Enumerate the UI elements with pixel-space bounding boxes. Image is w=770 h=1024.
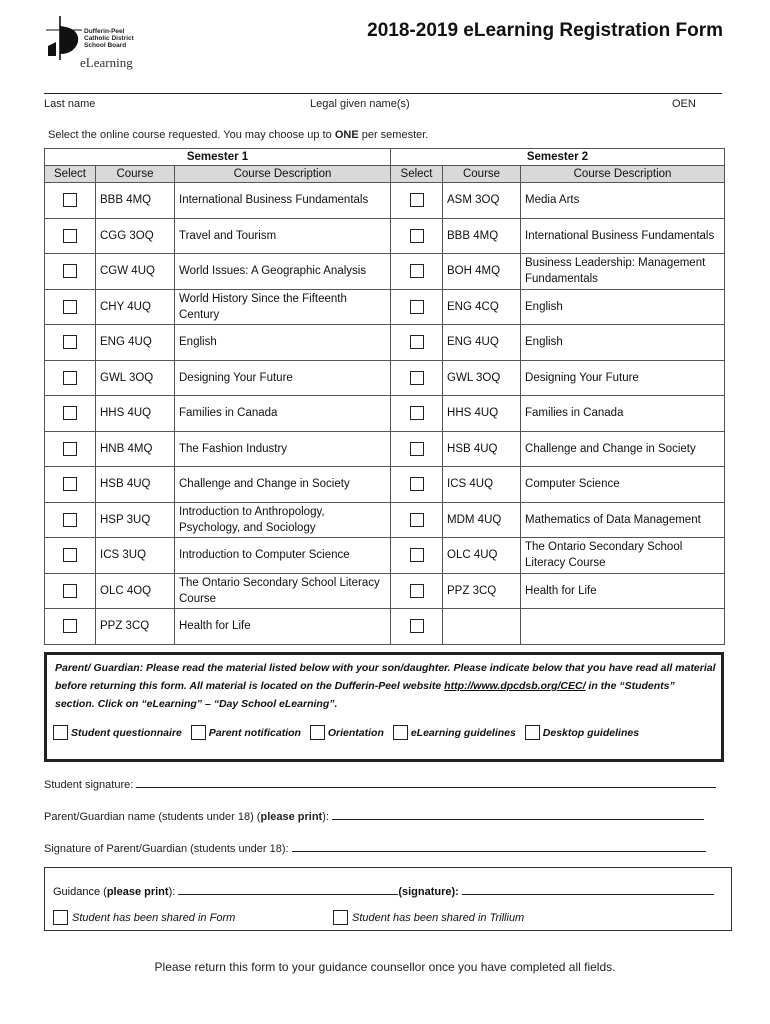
logo-line-2: Catholic District (84, 35, 134, 42)
semester-2-course-description: English (521, 289, 725, 325)
semester-2-course-code: ASM 3OQ (443, 183, 521, 219)
semester-2-course-description: Families in Canada (521, 396, 725, 432)
semester-1-course-description: World Issues: A Geographic Analysis (175, 254, 391, 290)
table-row (45, 609, 725, 645)
student-signature-line[interactable] (136, 777, 716, 788)
semester-1-course-description: The Ontario Secondary School Literacy Course (175, 573, 391, 609)
semester-1-course-description: Introduction to Anthropology, Psychology, and Sociology (175, 502, 391, 538)
form-title: 2018-2019 eLearning Registration Form (367, 20, 723, 41)
checkbox[interactable] (191, 725, 206, 740)
doc-desktop-guidelines[interactable] (525, 725, 639, 740)
semester-1-course-description: Travel and Tourism (175, 218, 391, 254)
checkbox[interactable] (53, 910, 68, 925)
semester-1-course-description: Introduction to Computer Science (175, 538, 391, 574)
semester-1-course-code: HNB 4MQ (96, 431, 175, 467)
semester-2-course-description: Challenge and Change in Society (521, 431, 725, 467)
checkbox[interactable] (410, 406, 424, 420)
doc-label: eLearning guidelines (410, 726, 516, 739)
semester-1-course-description: World History Since the Fifteenth Century (175, 289, 391, 325)
semester-1-select[interactable] (45, 254, 96, 290)
checkbox[interactable] (63, 548, 77, 562)
logo-line-1: Dufferin-Peel (84, 28, 125, 35)
semester-2-header: Semester 2 (391, 149, 725, 166)
instructions-emphasis: ONE (334, 129, 359, 141)
semester-1-course-code: ENG 4UQ (96, 325, 175, 361)
parent-name-line[interactable] (332, 809, 704, 820)
guidance-label-before: Guidance ( (53, 886, 107, 898)
footer-note: Please return this form to your guidance counsellor once you have completed all fields. (154, 960, 616, 974)
table-row (45, 431, 725, 467)
course-table (44, 148, 725, 645)
checkbox[interactable] (333, 910, 348, 925)
semester-1-course-description: Challenge and Change in Society (175, 467, 391, 503)
semester-2-course-description: Computer Science (521, 467, 725, 503)
parent-name-field (44, 809, 704, 823)
guidance-signature-line[interactable] (462, 884, 714, 895)
semester-2-course-code: GWL 3OQ (443, 360, 521, 396)
table-row (45, 573, 725, 609)
name-entry-line[interactable] (44, 93, 722, 94)
checkbox[interactable] (53, 725, 68, 740)
semester-1-select[interactable] (45, 325, 96, 361)
table-row (45, 467, 725, 503)
semester-2-course-description: The Ontario Secondary School Literacy Course (521, 538, 725, 574)
doc-label: Parent notification (208, 726, 301, 739)
semester-2-course-code: ENG 4UQ (443, 325, 521, 361)
checkbox[interactable] (63, 193, 77, 207)
table-row (45, 502, 725, 538)
logo-elearning: eLearning (80, 55, 133, 70)
checkbox[interactable] (525, 725, 540, 740)
semester-1-course-code: CGW 4UQ (96, 254, 175, 290)
semester-2-course-code: PPZ 3CQ (443, 573, 521, 609)
semester-2-select[interactable] (391, 289, 443, 325)
semester-1-course-description: Health for Life (175, 609, 391, 645)
oen-label: OEN (672, 98, 696, 110)
col-course-2: Course (443, 166, 521, 183)
instructions-after: per semester. (358, 129, 429, 141)
semester-2-course-code (443, 609, 521, 645)
semester-1-course-code: HSP 3UQ (96, 502, 175, 538)
cec-website-link[interactable]: http://www.dpcdsb.org/CEC/ (444, 680, 586, 692)
semester-2-select[interactable] (391, 502, 443, 538)
checkbox[interactable] (410, 264, 424, 278)
semester-2-course-description: Health for Life (521, 573, 725, 609)
table-row (45, 218, 725, 254)
table-row (45, 360, 725, 396)
school-board-logo (44, 14, 174, 74)
student-signature-label: Student signature: (44, 779, 137, 791)
doc-student-questionnaire[interactable] (53, 725, 182, 740)
parent-text-after: in the “Students” section. Click on “eLearning” – “Day School eLearning”. (55, 680, 675, 710)
checkbox[interactable] (63, 264, 77, 278)
parent-signature-line[interactable] (292, 841, 706, 852)
semester-1-course-code: CGG 3OQ (96, 218, 175, 254)
checkbox[interactable] (63, 584, 77, 598)
table-row (45, 396, 725, 432)
checkbox[interactable] (63, 619, 77, 633)
checkbox[interactable] (410, 300, 424, 314)
col-desc-2: Course Description (521, 166, 725, 183)
semester-1-select[interactable] (45, 538, 96, 574)
col-select-1: Select (45, 166, 96, 183)
semester-1-select[interactable] (45, 360, 96, 396)
parent-signature-field (44, 841, 706, 855)
doc-label: Desktop guidelines (542, 726, 640, 739)
checkbox[interactable] (63, 406, 77, 420)
checkbox[interactable] (410, 442, 424, 456)
parent-name-label-after: ): (322, 811, 332, 823)
checkbox[interactable] (410, 335, 424, 349)
checkbox[interactable] (63, 335, 77, 349)
parent-guardian-box (44, 652, 724, 762)
guidance-signature-label: (signature): (398, 886, 459, 898)
table-row (45, 183, 725, 219)
semester-2-course-description: Business Leadership: Management Fundamentals (521, 254, 725, 290)
checkbox[interactable] (63, 229, 77, 243)
last-name-label: Last name (44, 98, 96, 110)
semester-1-select[interactable] (45, 218, 96, 254)
semester-2-course-code: BOH 4MQ (443, 254, 521, 290)
semester-1-course-description: International Business Fundamentals (175, 183, 391, 219)
semester-2-course-description: International Business Fundamentals (521, 218, 725, 254)
checkbox[interactable] (63, 477, 77, 491)
semester-2-course-description: Designing Your Future (521, 360, 725, 396)
instructions-before: Select the online course requested. You may choose up to (48, 129, 335, 141)
checkbox[interactable] (310, 725, 325, 740)
table-row (45, 289, 725, 325)
semester-2-course-code: OLC 4UQ (443, 538, 521, 574)
checkbox[interactable] (63, 300, 77, 314)
semester-1-course-code: BBB 4MQ (96, 183, 175, 219)
semester-1-course-description: Designing Your Future (175, 360, 391, 396)
semester-1-select[interactable] (45, 502, 96, 538)
semester-1-course-code: HHS 4UQ (96, 396, 175, 432)
semester-2-select[interactable] (391, 360, 443, 396)
checkbox[interactable] (410, 477, 424, 491)
semester-2-select[interactable] (391, 218, 443, 254)
semester-2-course-code: HHS 4UQ (443, 396, 521, 432)
shared-in-form[interactable] (53, 910, 235, 925)
semester-2-select[interactable] (391, 573, 443, 609)
semester-1-select[interactable] (45, 609, 96, 645)
semester-2-select[interactable] (391, 183, 443, 219)
semester-1-course-code: GWL 3OQ (96, 360, 175, 396)
col-desc-1: Course Description (175, 166, 391, 183)
table-row (45, 325, 725, 361)
semester-2-select[interactable] (391, 467, 443, 503)
parent-name-label-before: Parent/Guardian name (students under 18) ( (44, 811, 261, 823)
semester-1-select[interactable] (45, 183, 96, 219)
semester-1-header: Semester 1 (45, 149, 391, 166)
semester-2-course-description: English (521, 325, 725, 361)
checkbox[interactable] (63, 371, 77, 385)
guidance-box (44, 867, 732, 931)
checkbox[interactable] (410, 371, 424, 385)
doc-parent-notification[interactable] (191, 725, 301, 740)
semester-1-select[interactable] (45, 467, 96, 503)
semester-2-course-code: ENG 4CQ (443, 289, 521, 325)
semester-1-course-code: ICS 3UQ (96, 538, 175, 574)
semester-2-select[interactable] (391, 396, 443, 432)
student-signature-field (44, 777, 716, 791)
semester-1-course-code: HSB 4UQ (96, 467, 175, 503)
col-select-2: Select (391, 166, 443, 183)
parent-guardian-instructions (55, 659, 717, 713)
semester-2-select[interactable] (391, 609, 443, 645)
checkbox[interactable] (410, 193, 424, 207)
table-row (45, 538, 725, 574)
checkbox[interactable] (393, 725, 408, 740)
guidance-label-bold: please print (106, 886, 169, 898)
semester-1-course-code: CHY 4UQ (96, 289, 175, 325)
checkbox[interactable] (410, 548, 424, 562)
semester-2-course-code: ICS 4UQ (443, 467, 521, 503)
parent-text-before: Parent/ Guardian: Please read the material listed below with your son/daughter. Please indicate below that you have read all material before returning this form. All material is located on the Dufferin-Peel website (55, 662, 716, 692)
parent-signature-label: Signature of Parent/Guardian (students under 18): (44, 843, 292, 855)
semester-1-select[interactable] (45, 431, 96, 467)
semester-2-select[interactable] (391, 254, 443, 290)
semester-2-select[interactable] (391, 431, 443, 467)
doc-elearning-guidelines[interactable] (393, 725, 516, 740)
semester-2-select[interactable] (391, 325, 443, 361)
logo-line-3: School Board (84, 42, 127, 49)
guidance-fields (53, 884, 714, 898)
col-course-1: Course (96, 166, 175, 183)
shared-in-form-label: Student has been shared in Form (72, 911, 236, 924)
semester-2-course-code: HSB 4UQ (443, 431, 521, 467)
guidance-name-line[interactable] (178, 884, 398, 895)
semester-1-course-description: Families in Canada (175, 396, 391, 432)
checkbox[interactable] (410, 584, 424, 598)
table-row (45, 254, 725, 290)
semester-1-select[interactable] (45, 289, 96, 325)
semester-1-course-code: PPZ 3CQ (96, 609, 175, 645)
cross-logo-icon (44, 16, 84, 62)
semester-2-select[interactable] (391, 538, 443, 574)
semester-2-course-code: BBB 4MQ (443, 218, 521, 254)
semester-1-course-description: English (175, 325, 391, 361)
instructions-text (48, 129, 428, 141)
parent-name-label-bold: please print (260, 811, 323, 823)
doc-label: Student questionnaire (71, 726, 182, 739)
checkbox[interactable] (63, 513, 77, 527)
shared-in-trillium-label: Student has been shared in Trillium (352, 911, 525, 924)
checkbox[interactable] (410, 229, 424, 243)
checkbox[interactable] (63, 442, 77, 456)
semester-2-course-description (521, 609, 725, 645)
checkbox[interactable] (410, 619, 424, 633)
doc-orientation[interactable] (310, 725, 384, 740)
course-rows (45, 183, 725, 645)
checkbox[interactable] (410, 513, 424, 527)
semester-1-select[interactable] (45, 396, 96, 432)
document-checklist (53, 725, 645, 743)
doc-label: Orientation (327, 726, 384, 739)
given-names-label: Legal given name(s) (310, 98, 410, 110)
guidance-label-after: ): (168, 886, 179, 898)
semester-1-course-code: OLC 4OQ (96, 573, 175, 609)
shared-in-trillium[interactable] (333, 910, 524, 925)
semester-2-course-code: MDM 4UQ (443, 502, 521, 538)
semester-1-course-description: The Fashion Industry (175, 431, 391, 467)
semester-1-select[interactable] (45, 573, 96, 609)
semester-2-course-description: Media Arts (521, 183, 725, 219)
semester-2-course-description: Mathematics of Data Management (521, 502, 725, 538)
